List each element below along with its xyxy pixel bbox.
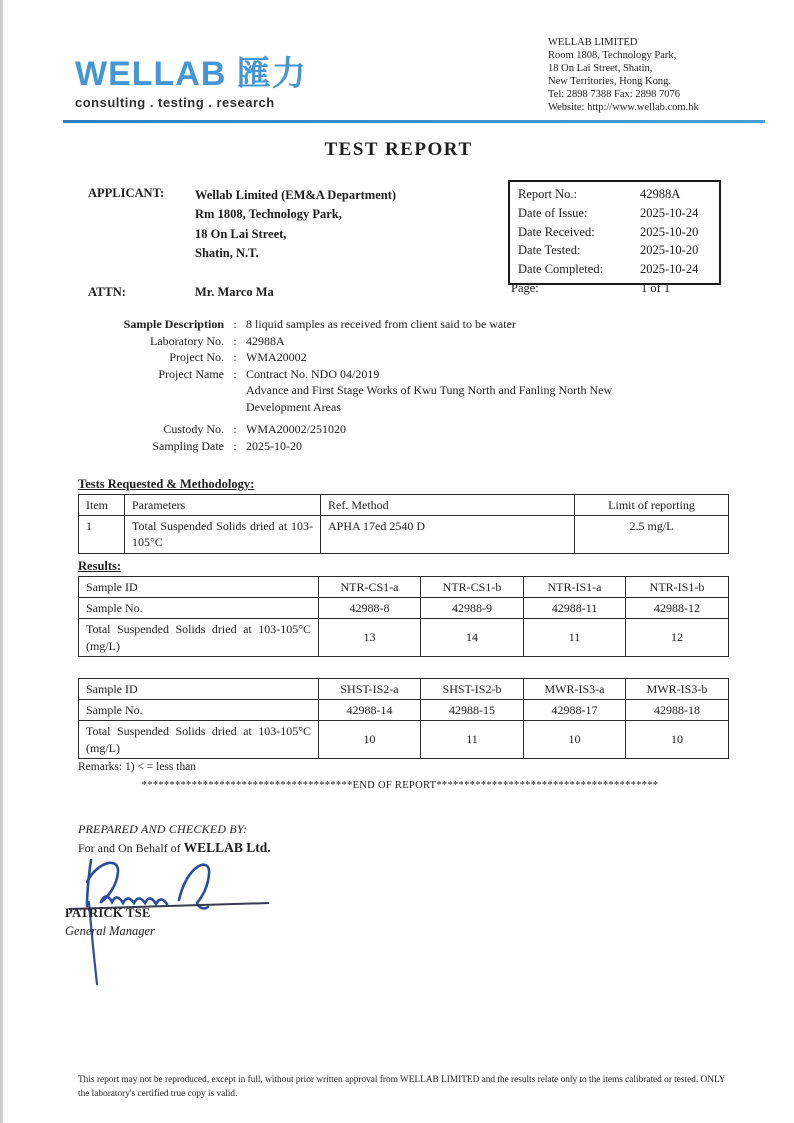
col-header-limit: Limit of reporting	[575, 495, 729, 516]
attn-value: Mr. Marco Ma	[195, 285, 274, 299]
row-label: Total Suspended Solids dried at 103-105°C (mg/L)	[79, 619, 319, 656]
applicant-line: Wellab Limited (EM&A Department)	[195, 188, 397, 202]
results-2-tss-row	[79, 721, 729, 758]
colon: :	[233, 366, 237, 381]
results-1-id-row	[79, 577, 729, 598]
sample-no: 42988-12	[626, 598, 729, 619]
results-2-id-row	[79, 679, 729, 700]
sample-info-row	[78, 382, 728, 399]
footer-line-2: calibrated or tested. ONLY the laboratory's certified true copy is valid.	[78, 1075, 726, 1100]
sample-info-row	[78, 399, 728, 416]
signatory-name: PATRICK TSE	[65, 906, 151, 920]
sample-id: NTR-CS1-b	[421, 577, 524, 598]
colon: :	[233, 350, 237, 365]
sample-info-row	[78, 438, 728, 455]
report-no-label: Report No.:	[518, 187, 578, 201]
results-1-no-row	[79, 598, 729, 619]
project-name-continuation: Development Areas	[246, 399, 341, 414]
sample-no: 42988-17	[524, 700, 626, 721]
date-completed-label: Date Completed:	[518, 262, 604, 276]
report-info-box	[508, 180, 721, 285]
sample-description-value: 8 liquid samples as received from client said to be water	[246, 317, 516, 331]
attn-label: ATTN:	[88, 285, 126, 299]
address-line: Room 1808, Technology Park,	[548, 49, 677, 61]
results-heading: Results:	[78, 559, 122, 573]
sample-info-row	[78, 333, 728, 350]
sample-no: 42988-15	[421, 700, 524, 721]
sampling-date-value: 2025-10-20	[246, 438, 302, 453]
row-label: Sample No.	[79, 598, 319, 619]
report-info-row	[510, 223, 719, 242]
tss-value: 10	[626, 721, 729, 758]
methodology-table	[78, 494, 729, 554]
col-header-item: Item	[79, 495, 125, 516]
colon: :	[233, 422, 237, 437]
sample-description-label: Sample Description	[123, 317, 224, 331]
results-2-no-row	[79, 700, 729, 721]
custody-no-value: WMA20002/251020	[246, 422, 346, 437]
sample-info-row	[78, 421, 728, 438]
signature-scribble	[61, 852, 301, 992]
prepared-by-label: PREPARED AND CHECKED BY:	[78, 822, 248, 836]
sample-id: NTR-IS1-b	[626, 577, 729, 598]
col-header-ref-method: Ref. Method	[321, 495, 575, 516]
date-received-label: Date Received:	[518, 224, 595, 239]
cell-method: APHA 17ed 2540 D	[321, 516, 575, 553]
tss-value: 11	[421, 721, 524, 758]
report-info-row	[510, 204, 719, 223]
address-line: Tel: 2898 7388 Fax: 2898 7076	[548, 88, 680, 100]
address-line: Website: http://www.wellab.com.hk	[548, 101, 699, 113]
page-value: 1 of 1	[641, 281, 671, 295]
cell-limit: 2.5 mg/L	[575, 516, 729, 553]
sample-id: SHST-IS2-b	[421, 679, 524, 700]
cell-item: 1	[79, 516, 125, 553]
company-logo	[75, 57, 307, 110]
date-of-issue-value: 2025-10-24	[640, 205, 699, 220]
sampling-date-label: Sampling Date	[152, 438, 224, 453]
results-table-1	[78, 576, 729, 657]
sample-id: SHST-IS2-a	[319, 679, 421, 700]
empty-label	[78, 399, 224, 416]
logo-wordmark	[75, 57, 307, 91]
col-header-parameters: Parameters	[125, 495, 321, 516]
footer-disclaimer	[78, 1073, 726, 1102]
colon: :	[233, 438, 237, 453]
applicant-address	[195, 186, 396, 264]
empty-label	[78, 382, 224, 399]
sample-no: 42988-9	[421, 598, 524, 619]
applicant-line: 18 On Lai Street,	[195, 226, 287, 241]
applicant-line: Rm 1808, Technology Park,	[195, 207, 342, 222]
sample-id: MWR-IS3-b	[626, 679, 729, 700]
signatory-role: General Manager	[65, 924, 155, 938]
report-no-value: 42988A	[640, 187, 681, 201]
results-1-tss-row	[79, 619, 729, 656]
row-label: Sample ID	[79, 679, 319, 700]
sample-no: 42988-11	[524, 598, 626, 619]
remarks: Remarks: 1) < = less than	[78, 761, 197, 773]
end-of-report-line	[53, 780, 747, 791]
applicant-label: APPLICANT:	[88, 186, 165, 200]
sample-id: MWR-IS3-a	[524, 679, 626, 700]
sample-id: NTR-CS1-a	[319, 577, 421, 598]
sample-no: 42988-8	[319, 598, 421, 619]
applicant-line: Shatin, N.T.	[195, 246, 259, 261]
row-label: Total Suspended Solids dried at 103-105°C (mg/L)	[79, 721, 319, 758]
address-line: New Territories, Hong Kong.	[548, 75, 672, 87]
address-line: WELLAB LIMITED	[548, 37, 638, 48]
address-line: 18 On Lai Street, Shatin,	[548, 62, 653, 74]
date-of-issue-label: Date of Issue:	[518, 205, 588, 220]
colon: :	[233, 317, 237, 331]
date-received-value: 2025-10-20	[640, 224, 699, 239]
project-no-label: Project No.	[169, 350, 224, 365]
project-name-continuation: Advance and First Stage Works of Kwu Tung North and Fanling North New	[246, 383, 613, 398]
logo-cjk: 匯力	[236, 55, 307, 93]
empty-colon	[224, 382, 246, 399]
page-number-row	[508, 281, 721, 296]
date-tested-label: Date Tested:	[518, 243, 581, 258]
sample-info-row	[78, 366, 728, 383]
sample-id: NTR-IS1-a	[524, 577, 626, 598]
methodology-header-row	[79, 495, 729, 516]
sample-no: 42988-18	[626, 700, 729, 721]
tss-value: 14	[421, 619, 524, 656]
project-no-value: WMA20002	[246, 350, 307, 365]
custody-no-label: Custody No.	[163, 422, 224, 437]
eor-text: END OF REPORT	[352, 780, 437, 791]
sample-info-row	[78, 316, 728, 333]
sample-info-block	[78, 316, 728, 454]
tss-value: 10	[319, 721, 421, 758]
row-label: Sample No.	[79, 700, 319, 721]
header-divider-rule	[63, 120, 765, 123]
report-info-row	[510, 185, 719, 204]
logo-tagline: consulting . testing . research	[75, 95, 275, 110]
sample-info-row	[78, 349, 728, 366]
row-label: Sample ID	[79, 577, 319, 598]
laboratory-no-label: Laboratory No.	[150, 333, 224, 348]
date-tested-value: 2025-10-20	[640, 243, 699, 258]
eor-stars-left: **************************************	[141, 780, 353, 791]
methodology-data-row	[79, 516, 729, 553]
colon: :	[233, 333, 237, 348]
company-name: WELLAB Ltd.	[183, 840, 271, 855]
report-info-row	[510, 260, 719, 279]
empty-colon	[224, 399, 246, 416]
tss-value: 10	[524, 721, 626, 758]
results-table-2	[78, 678, 729, 759]
tss-value: 12	[626, 619, 729, 656]
footer-line-1: This report may not be reproduced, except in full, without prior written approval from WELLAB LIMITED and the results relate only to the items	[78, 1075, 623, 1085]
report-info-row	[510, 241, 719, 260]
project-name-value: Contract No. NDO 04/2019	[246, 366, 380, 381]
page-label: Page:	[511, 281, 539, 295]
sample-no: 42988-14	[319, 700, 421, 721]
company-address-block	[548, 37, 699, 114]
methodology-heading: Tests Requested & Methodology:	[78, 477, 255, 491]
project-name-label: Project Name	[158, 366, 224, 381]
behalf-prefix: For and On Behalf of	[78, 841, 184, 855]
date-completed-value: 2025-10-24	[640, 262, 699, 276]
laboratory-no-value: 42988A	[246, 333, 285, 348]
page-title: TEST REPORT	[324, 139, 473, 160]
tss-value: 13	[319, 619, 421, 656]
eor-stars-right: ****************************************	[436, 780, 659, 791]
logo-latin: WELLAB	[75, 55, 227, 93]
cell-parameter: Total Suspended Solids dried at 103-105°C	[125, 516, 321, 553]
on-behalf-line	[78, 840, 271, 856]
tss-value: 11	[524, 619, 626, 656]
